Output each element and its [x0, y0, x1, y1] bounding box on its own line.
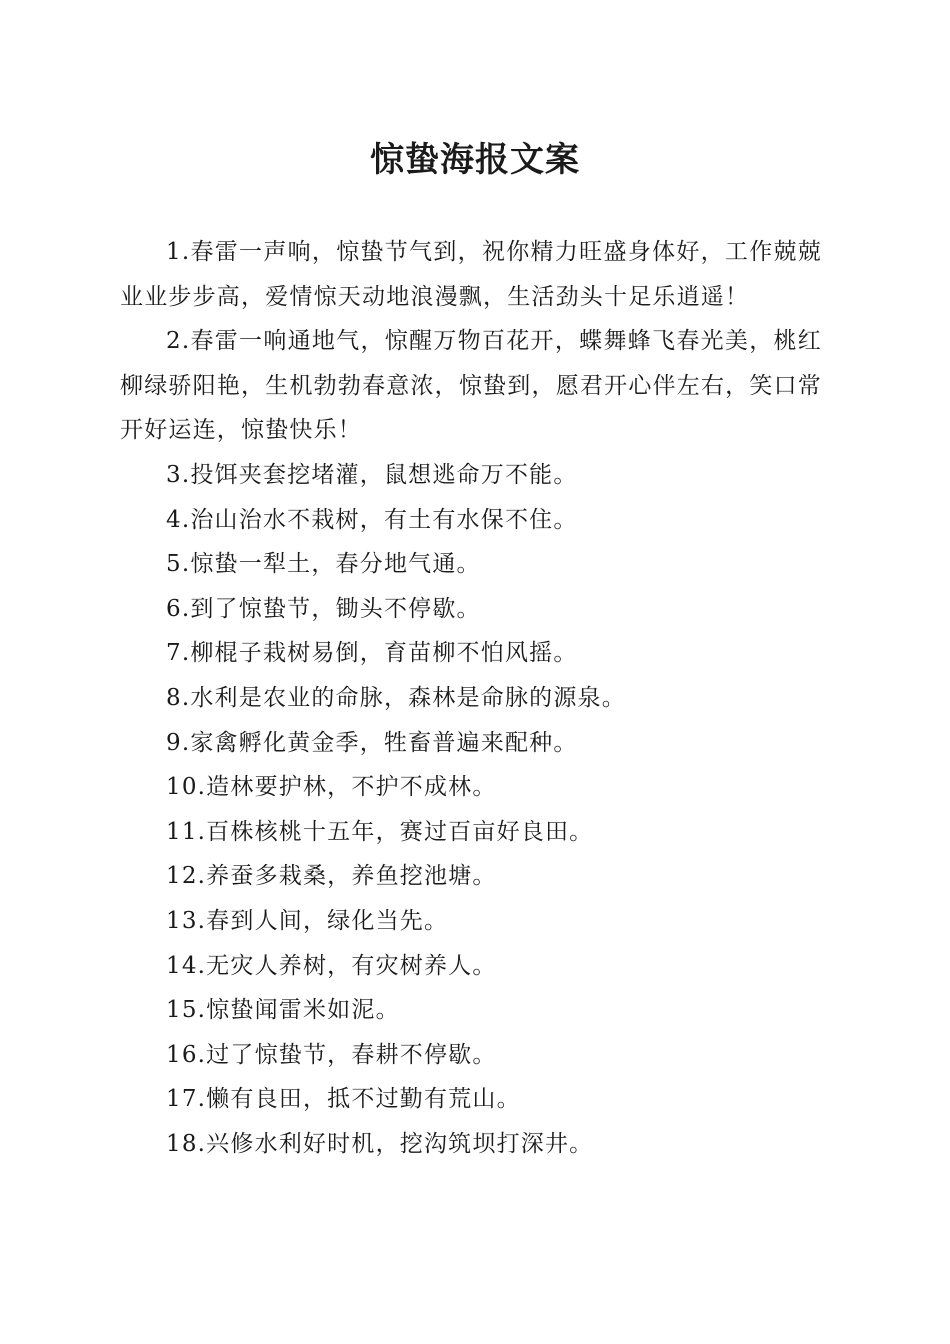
list-item: 13.春到人间，绿化当先。	[166, 907, 449, 934]
list-item: 10.造林要护林，不护不成林。	[166, 774, 497, 801]
list-item: 12.养蚕多栽桑，养鱼挖池塘。	[166, 863, 497, 890]
list-item: 14.无灾人养树，有灾树养人。	[166, 952, 497, 979]
list-item: 15.惊蛰闻雷米如泥。	[166, 997, 400, 1024]
list-item: 1.春雷一声响，惊蛰节气到，祝你精力旺盛身体好，工作兢兢业业步步高，爱情惊天动地浪漫飘，生活劲头十足乐逍遥！	[120, 239, 822, 310]
list-item: 5.惊蛰一犁土，春分地气通。	[166, 551, 481, 578]
list-item: 2.春雷一响通地气，惊醒万物百花开，蝶舞蜂飞春光美，桃红柳绿骄阳艳，生机勃勃春意浓，惊蛰到，愿君开心伴左右，笑口常开好运连，惊蛰快乐！	[120, 328, 822, 444]
list-item: 9.家禽孵化黄金季，牲畜普遍来配种。	[166, 729, 578, 756]
list-item: 7.柳棍子栽树易倒，育苗柳不怕风摇。	[166, 640, 578, 667]
list-item: 16.过了惊蛰节，春耕不停歇。	[166, 1041, 497, 1068]
list-item: 17.懒有良田，抵不过勤有荒山。	[166, 1086, 521, 1113]
list-item: 11.百株核桃十五年，赛过百亩好良田。	[166, 818, 594, 845]
document-body	[120, 230, 822, 1166]
list-item: 6.到了惊蛰节，锄头不停歇。	[166, 595, 481, 622]
list-item: 4.治山治水不栽树，有土有水保不住。	[166, 506, 578, 533]
document-title: 惊蛰海报文案	[370, 140, 580, 180]
list-item: 8.水利是农业的命脉，森林是命脉的源泉。	[166, 684, 626, 711]
list-item: 3.投饵夹套挖堵灌，鼠想逃命万不能。	[166, 461, 578, 488]
list-item: 18.兴修水利好时机，挖沟筑坝打深井。	[166, 1130, 594, 1157]
